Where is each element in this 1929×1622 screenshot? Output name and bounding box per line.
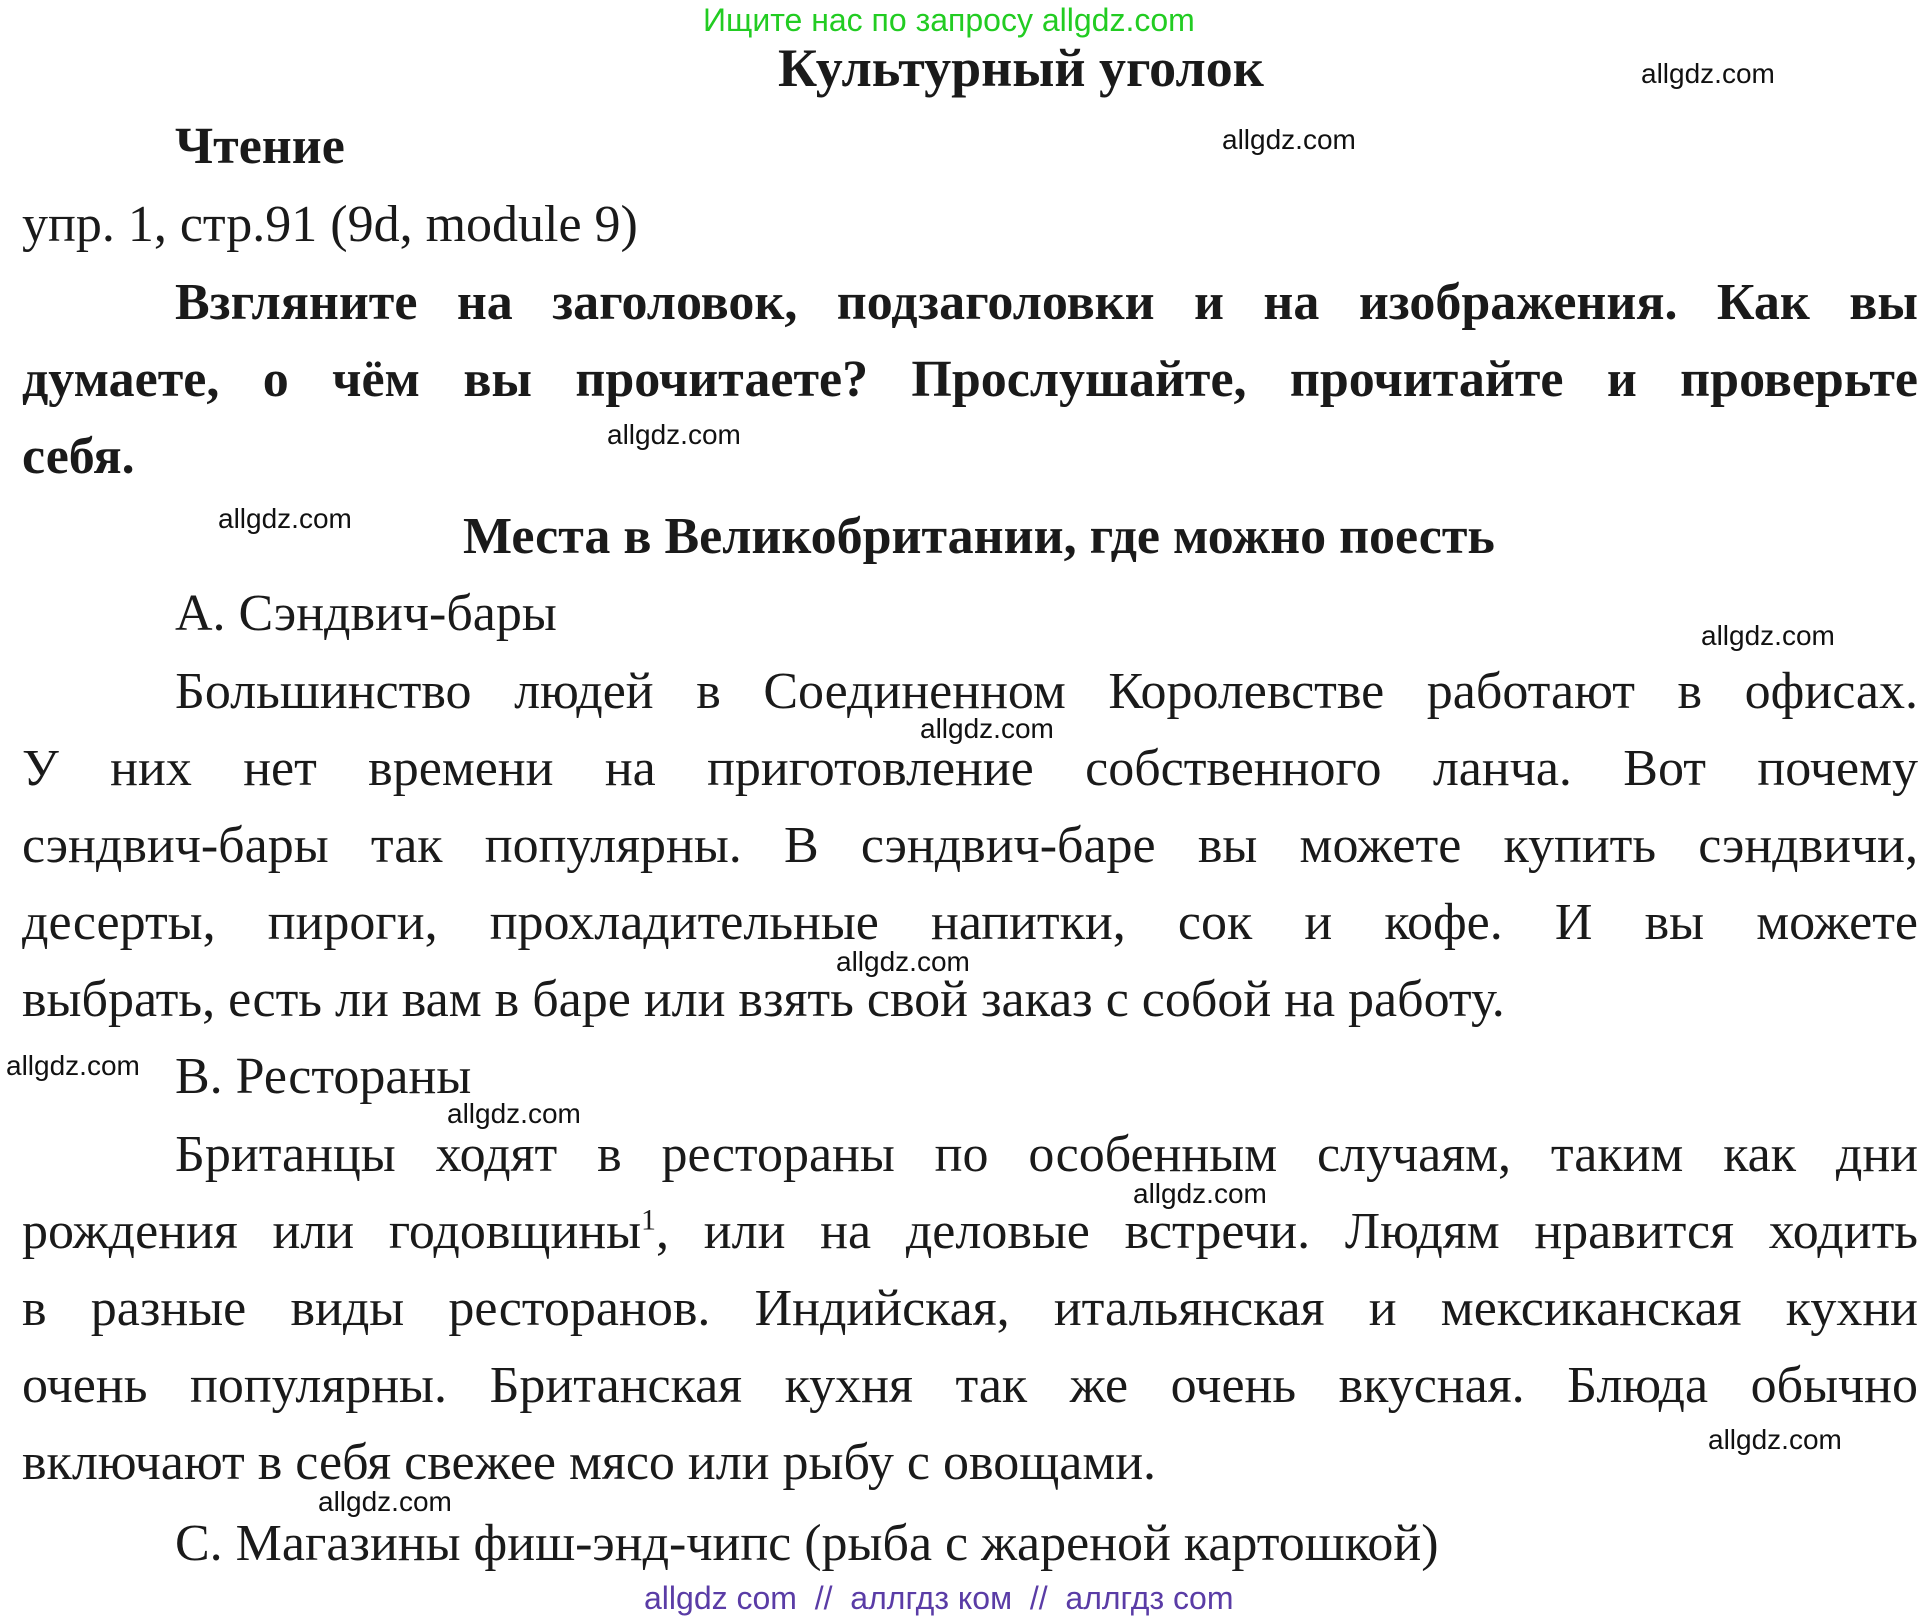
watermark: allgdz.com	[607, 419, 741, 450]
exercise-reference: упр. 1, стр.91 (9d, module 9)	[22, 196, 638, 253]
watermark: allgdz.com	[1222, 124, 1356, 155]
paragraph-line: десерты, пироги, прохладительные напитки, сок и кофе. И вы можете	[22, 894, 1918, 951]
task-line: думаете, о чём вы прочитаете? Прослушайте, прочитайте и проверьте	[22, 351, 1918, 408]
paragraph-line: очень популярны. Британская кухня так же очень вкусная. Блюда обычно	[22, 1357, 1918, 1414]
article-title: Места в Великобритании, где можно поесть	[463, 508, 1495, 565]
watermark: allgdz.com	[1708, 1424, 1842, 1455]
paragraph-line: У них нет времени на приготовление собственного ланча. Вот почему	[22, 740, 1918, 797]
paragraph-line: сэндвич-бары так популярны. В сэндвич-баре вы можете купить сэндвичи,	[22, 817, 1918, 874]
task-line: Взгляните на заголовок, подзаголовки и на изображения. Как вы	[175, 274, 1918, 331]
paragraph-line: в разные виды ресторанов. Индийская, итальянская и мексиканская кухни	[22, 1280, 1918, 1337]
footnote-marker: 1	[641, 1203, 657, 1237]
watermark: allgdz.com	[318, 1486, 452, 1517]
watermark: allgdz.com	[1701, 620, 1835, 651]
paragraph-line: Британцы ходят в рестораны по особенным случаям, таким как дни	[175, 1126, 1918, 1183]
watermark: allgdz.com	[920, 713, 1054, 744]
paragraph-line: Большинство людей в Соединенном Королевстве работают в офисах.	[175, 663, 1918, 720]
watermark: allgdz.com	[836, 946, 970, 977]
watermark: allgdz.com	[1641, 58, 1775, 89]
section-c-heading: C. Магазины фиш-энд-чипс (рыба с жареной картошкой)	[175, 1515, 1439, 1572]
section-a-text	[22, 653, 1918, 1038]
task-instructions	[22, 264, 1918, 495]
section-heading-reading: Чтение	[175, 118, 345, 175]
line-segment: рождения или годовщины	[22, 1203, 642, 1260]
section-a-heading: A. Сэндвич-бары	[175, 585, 557, 642]
line-segment: , или на деловые встречи. Людям нравится ходить	[656, 1203, 1919, 1260]
watermark: allgdz.com	[218, 503, 352, 534]
paragraph-line: включают в себя свежее мясо или рыбу с овощами.	[22, 1434, 1157, 1491]
page-title: Культурный уголок	[778, 38, 1264, 98]
task-line: себя.	[22, 428, 135, 485]
top-banner[interactable]: Ищите нас по запросу allgdz.com	[703, 2, 1195, 38]
section-b-text	[22, 1116, 1918, 1501]
section-b-heading: B. Рестораны	[175, 1048, 472, 1105]
watermark: allgdz.com	[1133, 1178, 1267, 1209]
watermark: allgdz.com	[6, 1050, 140, 1081]
watermark: allgdz.com	[447, 1098, 581, 1129]
paragraph-line	[22, 1193, 1918, 1270]
paragraph-line: выбрать, есть ли вам в баре или взять свой заказ с собой на работу.	[22, 971, 1505, 1028]
bottom-banner[interactable]: allgdz com // аллгдз ком // аллгдз com	[644, 1580, 1234, 1616]
